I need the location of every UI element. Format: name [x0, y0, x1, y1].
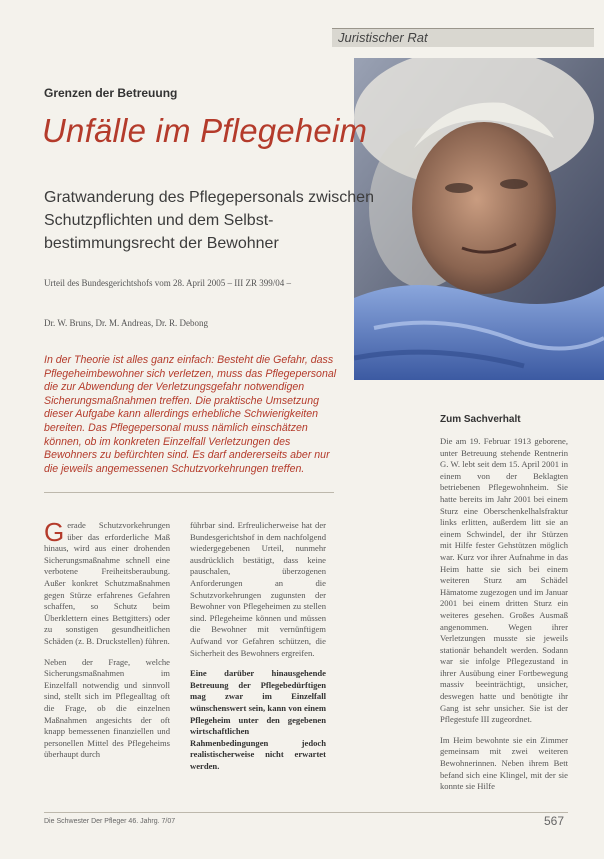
court-ruling-reference: Urteil des Bundesgerichtshofs vom 28. April 2005 – III ZR 399/04 –	[44, 278, 291, 288]
footer-divider	[44, 812, 568, 813]
body-column-3	[440, 436, 568, 802]
divider	[44, 492, 334, 493]
lead-paragraph: In der Theorie ist alles ganz einfach: Besteht die Gefahr, dass Pflegeheimbewohner sich verletzen, muss das Pflegepersonal die zur Abwendung der Verletzungsgefahr notwendigen Sicherungsmaßnahmen treffen. Die praktische Umsetzung dieser Aufgabe kann allerdings erhebliche Schwierigkeiten bereiten. Das Pflegepersonal muss nämlich einschätzen können, ob im konkreten Einzelfall Verletzungen des Bewohners zu befürchten sind. Es darf andererseits aber nur die jeweils angemessenen Schutzvorkehrungen treffen.	[44, 354, 337, 475]
col1-paragraph-1	[44, 517, 170, 648]
elderly-woman-photo	[354, 58, 604, 380]
side-heading: Zum Sachverhalt	[440, 414, 521, 425]
col2-paragraph-1: führbar sind. Erfreulicherweise hat der Bundesgerichtshof in dem nachfolgend wiedergegebenen Urteil, nunmehr ausdrücklich bestätigt, dass keine pauschalen, überzogenen Anforderungen an die Schutzvorkehrungen zugunsten der Bewohner von Pflegeheimen zu stellen sind. Pflegeheime können und müssen die Bewohner mit vernünftigem Aufwand vor Gefahren schützen, die Sicherheit des Bewohners ergreifen.	[190, 520, 326, 658]
page-number: 567	[544, 814, 565, 828]
col3-paragraph-2: Im Heim bewohnte sie ein Zimmer gemeinsam mit zwei weiteren Bewohnerinnen. Neben ihrem Bett befand sich eine Klingel, mit der sie konnte sie Hilfe	[440, 734, 568, 792]
col1-paragraph-2: Neben der Frage, welche Sicherungsmaßnahmen im Einzelfall notwendig und sinnvoll sind, stellt sich im Pflegealltag oft die Frage, ob die einzelnen Maßnahmen angesichts der oft knapp bemessenen finanziellen und personellen Mittel des Pflegeheims überhaupt durch	[44, 656, 170, 760]
subtitle: Gratwanderung des Pflegepersonals zwischen Schutzpflichten und dem Selbst-bestimmungsrecht der Bewohner	[44, 189, 374, 252]
col3-paragraph-1: Die am 19. Februar 1913 geborene, unter Betreuung stehende Rentnerin G. W. lebt seit dem 15. April 2001 in einem von der Beklagten betriebenen Pflegewohnheim. Sie hatte bereits im Jahr 2001 bei einem Sturz eine Oberschenkelhalsfraktur links erlitten, außerdem litt sie an einem Schwindel, der ihr Stürzen mit Hilfe fester Gehstützen möglich war. Kurz vor ihrer Aufnahme in das Heim hatte sie sich bei einem weiteren Sturz am Schädel Hämatome zugezogen und im Januar 2001 bei einem dritten Sturz ein weiteres gesehen. Großes Ausmaß angenommen. Wegen ihrer Verletzungen musste sie jeweils stationär behandelt werden. Sodann war sie infolge Pflegezustand in ihrer Ausübung einer Fortbewegung massiv beeinträchtigt, unsicher, deswegen hatte und benötigte ihr Gang ist sehr unsicher. Sie ist der Pflegestufe III zugeordnet.	[440, 436, 568, 725]
section-tag	[332, 28, 594, 47]
body-column-1	[44, 517, 170, 770]
col2-bold-paragraph: Eine darüber hinausgehende Betreuung der Pflegebedürftigen mag zwar im Einzelfall wünschenswert sein, kann von einem Pflegeheim unter den gegebenen wirtschaftlichen Rahmenbedingungen jedoch realistischerweise nicht erwartet werden.	[190, 668, 326, 771]
footer-publication: Die Schwester Der Pfleger 46. Jahrg. 7/07	[44, 818, 176, 825]
photo-illustration	[354, 58, 604, 380]
headline: Unfälle im Pflegeheim	[42, 112, 368, 149]
section-tag-label: Juristischer Rat	[338, 30, 428, 45]
drop-cap: G	[44, 517, 65, 547]
body-column-2	[190, 520, 326, 781]
col1-p1-text: erade Schutzvorkehrungen über das erforderliche Maß hinaus, wird aus einer drohenden Sicherungsmaßnahme schnell eine verbotene Freiheitsberaubung. Außer konkret Schutzmaßnahmen gegen Stürze erfahrenes Gefahren schaffen, so Schutz beim Überklettern eines Bettgitters) oder zu sonstigen gesundheitlichen Schäden (z. B. Druckstellen) führen.	[44, 520, 170, 646]
kicker: Grenzen der Betreuung	[44, 86, 178, 100]
authors: Dr. W. Bruns, Dr. M. Andreas, Dr. R. Debong	[44, 318, 208, 328]
